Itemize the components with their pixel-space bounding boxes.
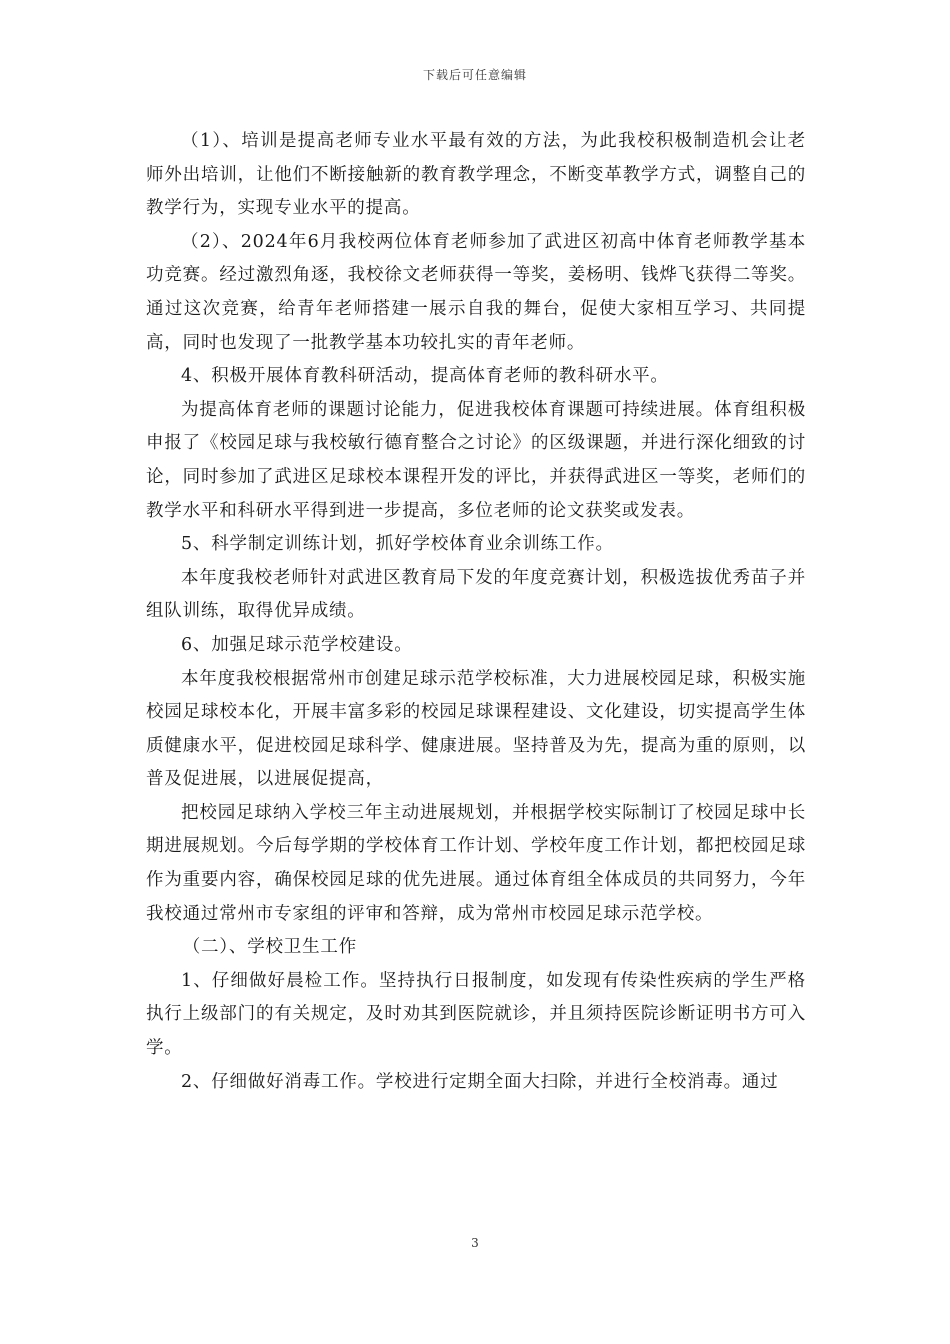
paragraph-training-plan: 本年度我校老师针对武进区教育局下发的年度竞赛计划，积极选拔优秀苗子并组队训练，取得优异成绩。 bbox=[146, 567, 806, 622]
paragraph-football-plan: 把校园足球纳入学校三年主动进展规划，并根据学校实际制订了校园足球中长期进展规划。今后每学期的学校体育工作计划、学校年度工作计划，都把校园足球作为重要内容，确保校园足球的优先进展。通过体育组全体成员的共同努力，今年我校通过常州市专家组的评审和答辩，成为常州市校园足球示范学校。 bbox=[146, 802, 806, 924]
paragraph-competition: （2）、2024年6月我校两位体育老师参加了武进区初高中体育老师教学基本功竞赛。经过激烈角逐，我校徐文老师获得一等奖，姜杨明、钱烨飞获得二等奖。通过这次竞赛，给青年老师搭建一展示自我的舞台，促使大家相互学习、共同提高，同时也发现了一批教学基本功较扎实的青年老师。 bbox=[146, 231, 806, 353]
paragraph-heading-4: 4、积极开展体育教科研活动，提高体育老师的教科研水平。 bbox=[181, 366, 669, 387]
paragraph-heading-6: 6、加强足球示范学校建设。 bbox=[181, 634, 413, 655]
page-header: 下载后可任意编辑 bbox=[422, 68, 527, 82]
paragraph-training: （1）、培训是提高老师专业水平最有效的方法，为此我校积极制造机会让老师外出培训，让他们不断接触新的教育教学理念，不断变革教学方式，调整自己的教学行为，实现专业水平的提高。 bbox=[146, 131, 806, 219]
section-heading-hygiene: （二）、学校卫生工作 bbox=[182, 937, 357, 958]
paragraph-research: 为提高体育老师的课题讨论能力，促进我校体育课题可持续进展。体育组积极申报了《校园足球与我校敏行德育整合之讨论》的区级课题，并进行深化细致的讨论，同时参加了武进区足球校本课程开发的评比，并获得武进区一等奖，老师们的教学水平和科研水平得到进一步提高，多位老师的论文获奖或发表。 bbox=[146, 399, 806, 521]
paragraph-heading-5: 5、科学制定训练计划，抓好学校体育业余训练工作。 bbox=[181, 534, 614, 555]
document-body bbox=[146, 125, 806, 1099]
paragraph-football-school: 本年度我校根据常州市创建足球示范学校标准，大力进展校园足球，积极实施校园足球校本化，开展丰富多彩的校园足球课程建设、文化建设，切实提高学生体质健康水平，促进校园足球科学、健康进展。坚持普及为先，提高为重的原则，以普及促进展，以进展促提高， bbox=[146, 668, 806, 790]
paragraph-morning-check: 1、仔细做好晨检工作。坚持执行日报制度，如发现有传染性疾病的学生严格执行上级部门的有关规定，及时劝其到医院就诊，并且须持医院诊断证明书方可入学。 bbox=[146, 970, 806, 1059]
page-number: 3 bbox=[471, 1236, 479, 1250]
paragraph-disinfection: 2、仔细做好消毒工作。学校进行定期全面大扫除，并进行全校消毒。通过 bbox=[181, 1071, 779, 1092]
